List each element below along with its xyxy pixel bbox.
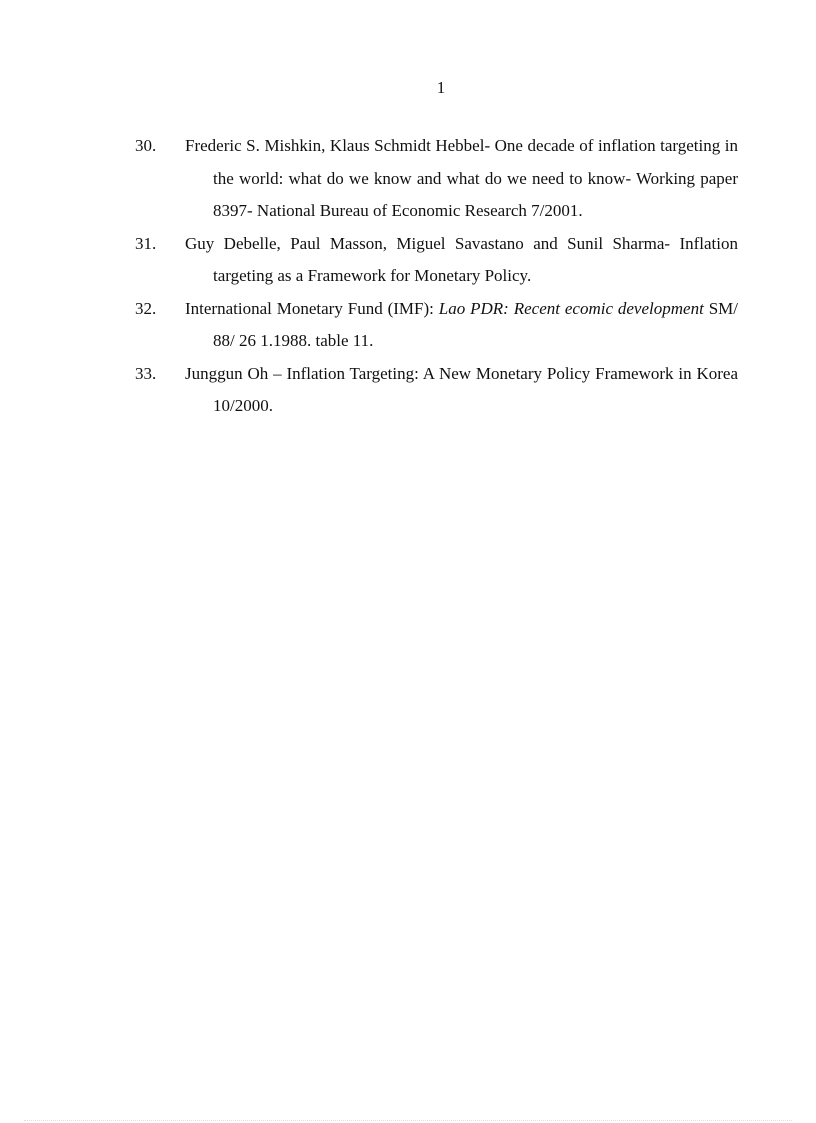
reference-text-lead: International Monetary Fund (IMF): [185,298,439,318]
reference-text-tail: SM/ 88/ 26 1.1988. table 11. [213,298,738,350]
page-bottom-edge [24,1120,792,1121]
reference-number: 30. [135,136,157,155]
reference-text [185,299,738,351]
reference-item [135,130,738,228]
reference-item [135,293,738,358]
reference-text: Guy Debelle, Paul Masson, Miguel Savastano and Sunil Sharma- Inflation targeting as a Framework for Monetary Policy. [185,233,738,285]
reference-number: 32. [135,298,157,318]
reference-number: 33. [135,363,157,383]
reference-title-italic: Lao PDR: Recent ecomic development [438,298,704,318]
reference-text: Junggun Oh – Inflation Targeting: A New Monetary Policy Framework in Korea 10/2000. [185,363,738,415]
reference-item [135,358,738,423]
reference-list [135,130,738,423]
page-number: 1 [436,78,446,97]
reference-number: 31. [135,233,157,253]
reference-item [135,228,738,293]
reference-text: Frederic S. Mishkin, Klaus Schmidt Hebbel- One decade of inflation targeting in the world: what do we know and what do we need to know- Working paper 8397- National Bureau of Economic Research 7/2001. [185,136,738,220]
